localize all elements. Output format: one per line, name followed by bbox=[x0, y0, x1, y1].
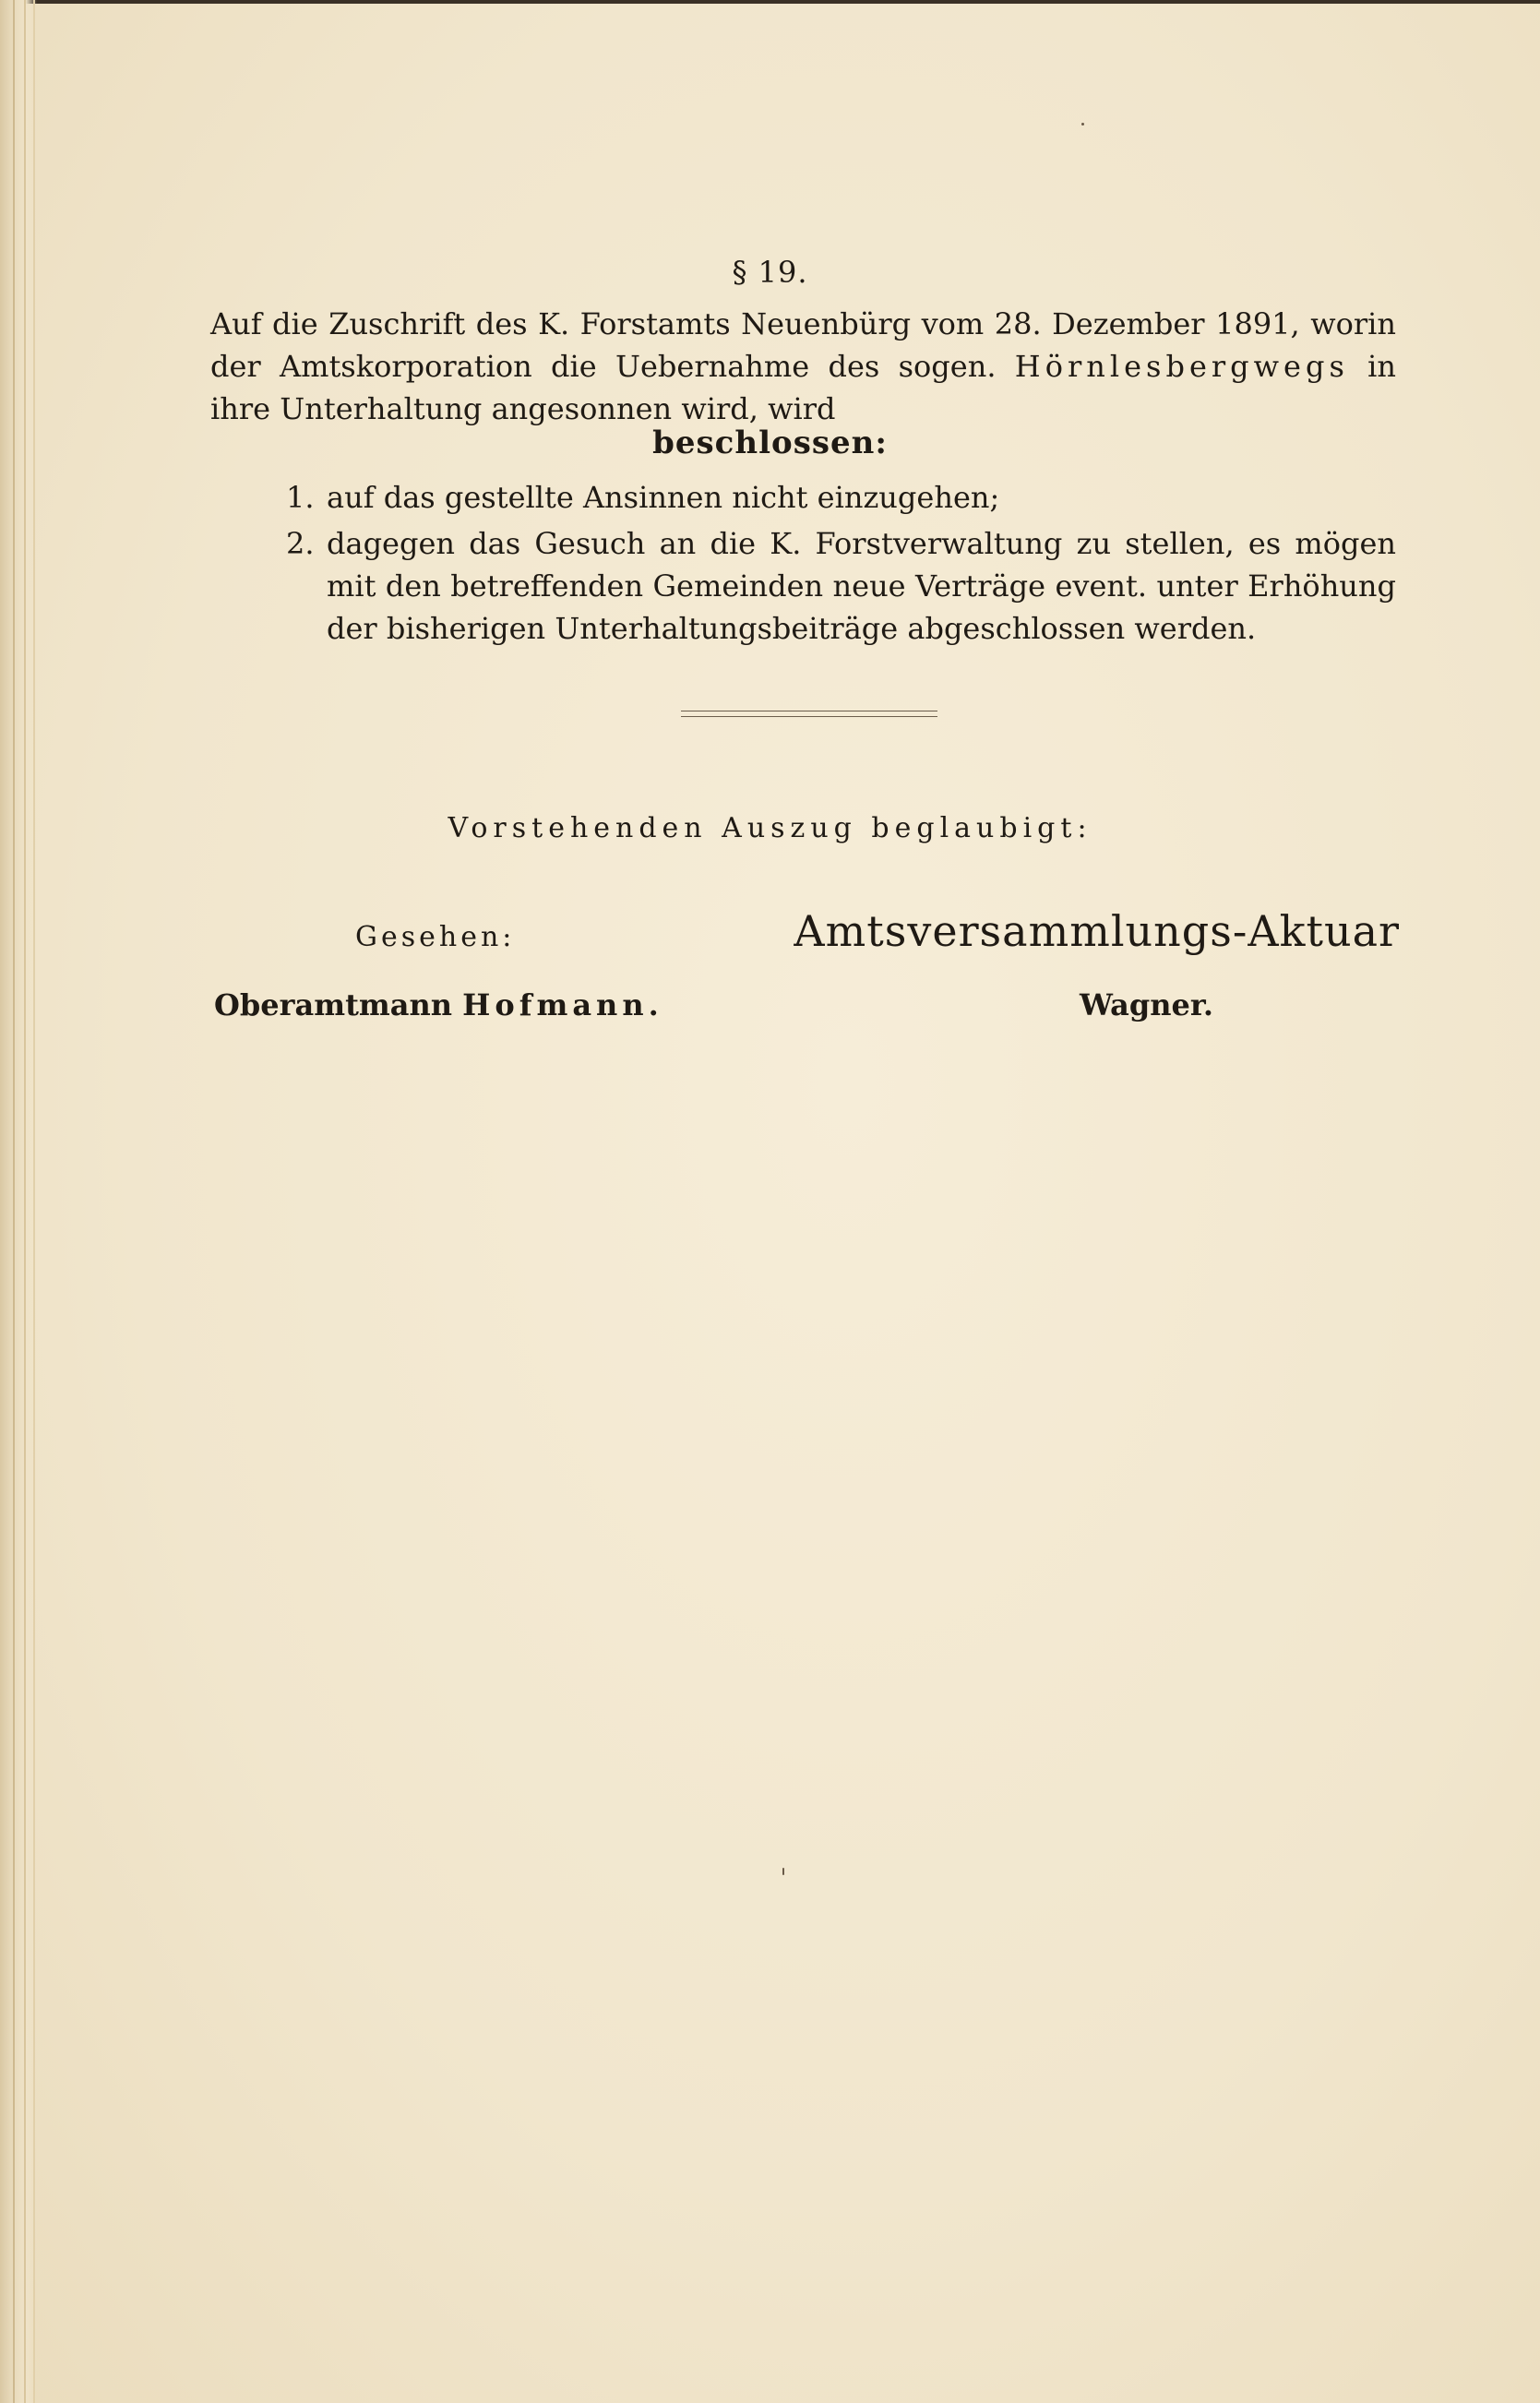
list-item bbox=[286, 522, 1396, 650]
resolution-paragraph bbox=[210, 303, 1396, 430]
signature-right: Wagner. bbox=[1080, 987, 1213, 1022]
section-number: § 19. bbox=[732, 255, 808, 290]
resolved-heading: beschlossen: bbox=[652, 424, 888, 461]
section-divider bbox=[681, 711, 937, 717]
certification-line: Vorstehenden Auszug beglaubigt: bbox=[448, 812, 1092, 844]
seen-label: Gesehen: bbox=[355, 921, 516, 953]
signature-left-name: Hofmann. bbox=[462, 987, 663, 1022]
list-item-number: 1. bbox=[286, 480, 315, 515]
signature-left bbox=[214, 987, 663, 1022]
list-item-text: auf das gestellte Ansinnen nicht einzugehen; bbox=[327, 480, 1000, 515]
list-item-text: dagegen das Gesuch an die K. Forstverwaltung zu stellen, es mögen mit den betreffenden Gemeinden neue Verträge event. unter Erhöhung der bisherigen Unterhaltungsbeiträge abgeschlossen werden. bbox=[327, 526, 1396, 646]
paragraph-text-end: in ihre Unterhaltung angesonnen wird, wird bbox=[210, 349, 1397, 426]
actuary-title: Amtsversammlungs-Aktuar bbox=[794, 906, 1400, 956]
list-item-number: 2. bbox=[286, 526, 315, 561]
paragraph-spaced-name: Hörnlesbergwegs bbox=[1014, 349, 1349, 384]
signature-left-title: Oberamtmann bbox=[214, 987, 452, 1022]
list-item bbox=[286, 476, 1396, 519]
paragraph-text: Auf die Zuschrift des K. Forstamts Neuenbürg vom 28. Dezember 1891, worin der Amtskorporation die Uebernahme des sogen. bbox=[210, 306, 1396, 384]
